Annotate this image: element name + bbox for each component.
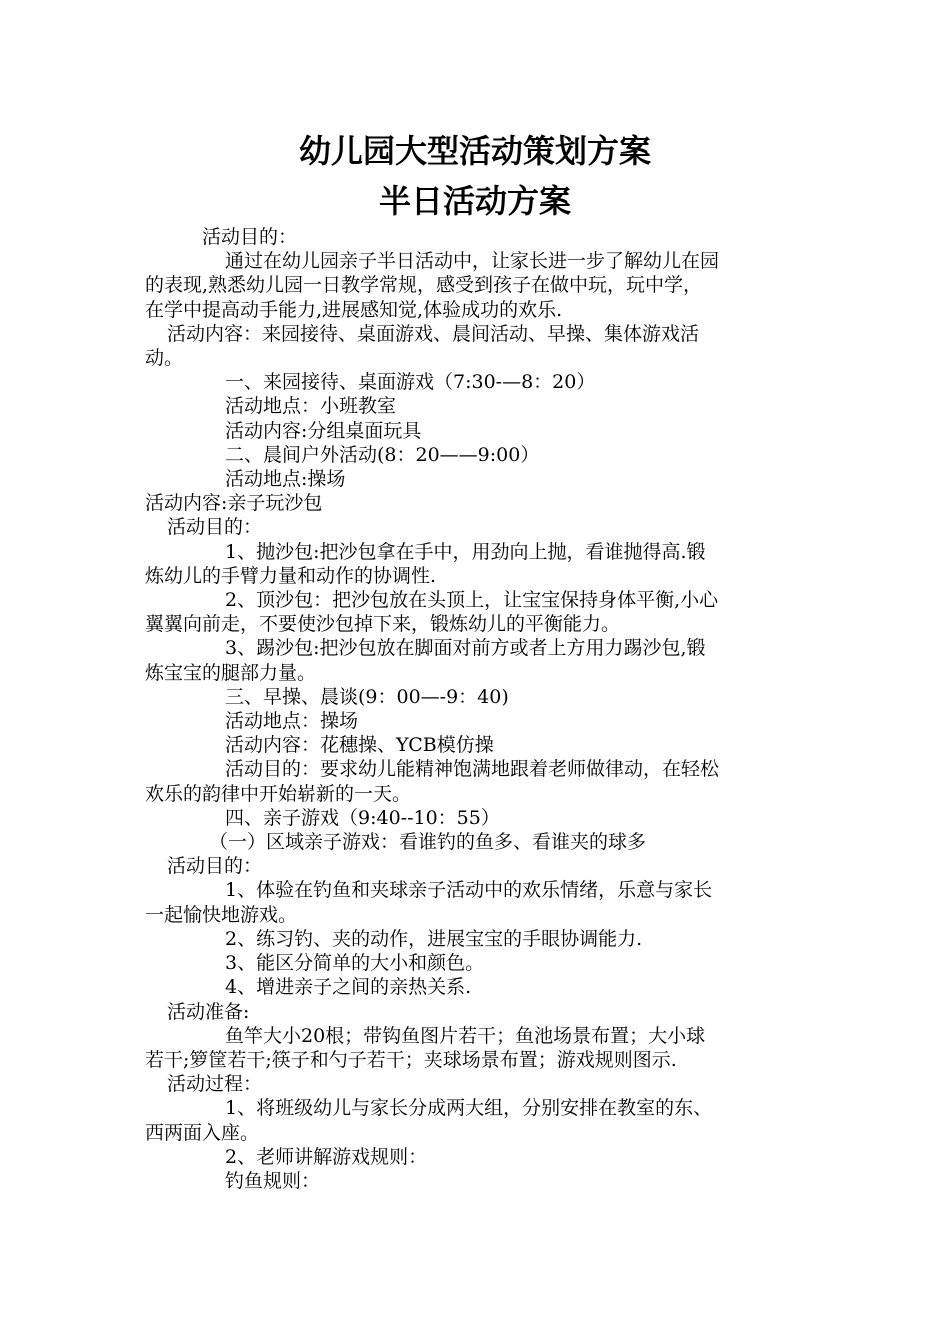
text-line: 3、能区分简单的大小和颜色。	[225, 952, 485, 975]
text-line: 欢乐的韵律中开始崭新的一天。	[145, 782, 412, 805]
text-line: 活动过程：	[167, 1073, 263, 1096]
text-line: 1、体验在钓鱼和夹球亲子活动中的欢乐情绪，乐意与家长	[225, 879, 713, 902]
text-line: 活动内容:分组桌面玩具	[225, 419, 422, 442]
text-line: 四、亲子游戏（9:40--10：55）	[225, 806, 500, 829]
text-line: 活动目的：	[167, 855, 263, 878]
text-line: 动。	[145, 347, 184, 370]
text-line: 2、顶沙包：把沙包放在头顶上，让宝宝保持身体平衡,小心	[225, 589, 719, 612]
text-line: 鱼竿大小20根；带钩鱼图片若干；鱼池场景布置；大小球	[225, 1024, 706, 1047]
text-line: 一起愉快地游戏。	[145, 903, 298, 926]
document-subtitle: 半日活动方案	[378, 182, 571, 220]
text-line: 若干;箩筐若干;筷子和勺子若干；夹球场景布置；游戏规则图示.	[145, 1048, 677, 1071]
text-line: 的表现,熟悉幼儿园一日教学常规，感受到孩子在做中玩，玩中学，	[145, 274, 703, 297]
text-line: 活动目的：	[167, 516, 263, 539]
text-line: 钓鱼规则：	[225, 1169, 321, 1192]
text-line: 炼宝宝的腿部力量。	[145, 661, 317, 684]
text-line: 活动地点:操场	[225, 468, 346, 491]
text-line: 2、练习钓、夹的动作，进展宝宝的手眼协调能力.	[225, 927, 643, 950]
text-line: 1、抛沙包:把沙包拿在手中，用劲向上抛，看谁抛得高.锻	[225, 540, 706, 563]
document-body	[145, 225, 807, 1193]
text-line: 3、踢沙包:把沙包放在脚面对前方或者上方用力踢沙包,锻	[225, 637, 706, 660]
text-line: 活动目的：	[202, 226, 298, 248]
text-line: 活动地点：小班教室	[225, 395, 397, 418]
text-line: 二、晨间户外活动(8：20——9:00）	[225, 443, 540, 466]
text-line: 活动准备:	[167, 1000, 250, 1023]
text-line: （一）区域亲子游戏：看谁钓的鱼多、看谁夹的球多	[209, 831, 647, 854]
text-line: 活动内容:亲子玩沙包	[145, 492, 323, 515]
text-line: 在学中提高动手能力,进展感知觉,体验成功的欢乐.	[145, 298, 563, 321]
text-line: 2、老师讲解游戏规则：	[225, 1145, 428, 1168]
document-title: 幼儿园大型活动策划方案	[298, 132, 651, 170]
text-line: 1、将班级幼儿与家长分成两大组，分别安排在教室的东、	[225, 1097, 713, 1120]
text-line: 活动地点：操场	[225, 710, 359, 733]
text-line: 活动内容：来园接待、桌面游戏、晨间活动、早操、集体游戏活	[167, 322, 700, 345]
text-line: 活动内容：花穗操、YCB模仿操	[225, 734, 494, 757]
text-line: 翼翼向前走，不要使沙包掉下来，锻炼幼儿的平衡能力。	[145, 613, 621, 636]
text-line: 4、增进亲子之间的亲热关系.	[225, 976, 472, 999]
text-line: 一、来园接待、桌面游戏（7:30-—8：20）	[225, 371, 596, 394]
text-line: 炼幼儿的手臂力量和动作的协调性.	[145, 564, 437, 587]
text-line: 西两面入座。	[145, 1121, 260, 1144]
text-line: 活动目的：要求幼儿能精神饱满地跟着老师做律动，在轻松	[225, 758, 720, 781]
text-line: 三、早操、晨谈(9：00—-9：40)	[225, 685, 509, 708]
text-line: 通过在幼儿园亲子半日活动中，让家长进一步了解幼儿在园	[225, 250, 720, 273]
